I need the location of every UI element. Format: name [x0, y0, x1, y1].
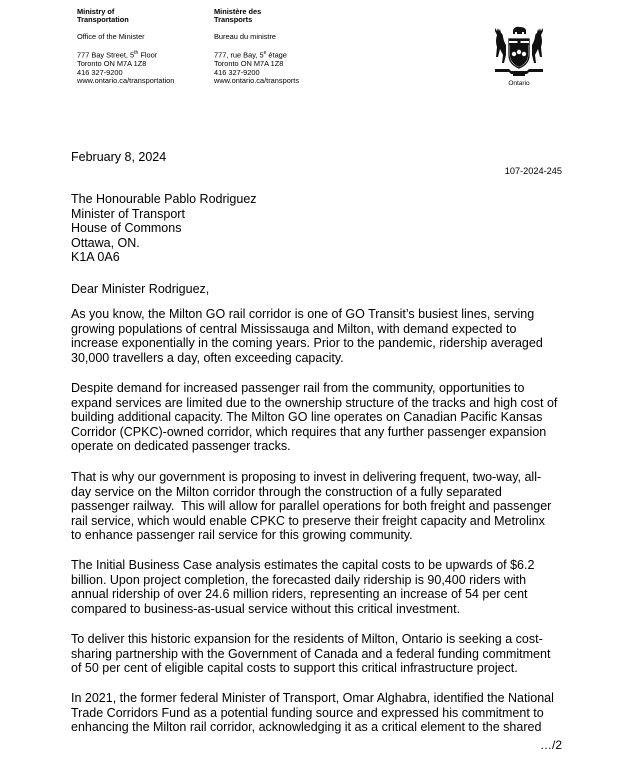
website-link-fr[interactable]: www.ontario.ca/transports — [214, 75, 300, 85]
body-paragraph — [71, 381, 571, 454]
paragraph-line: To deliver this historic expansion for the residents of Milton, Ontario is seeking a cost- — [71, 632, 543, 646]
ontario-crest — [489, 24, 549, 90]
ministry-name-line1-fr: Ministère des — [214, 7, 262, 16]
salutation: Dear Minister Rodriguez, — [71, 282, 210, 296]
office-name: Office of the Minister — [77, 31, 145, 41]
paragraph-line: In 2021, the former federal Minister of Transport, Omar Alghabra, identified the National — [71, 691, 554, 705]
paragraph-line: billion. Upon project completion, the forecasted daily ridership is 90,400 riders with — [71, 572, 527, 587]
paragraph-line: annual ridership of over 24.6 million riders, representing an increase of 54 per cent — [71, 587, 528, 602]
paragraph-line: enhancing the Milton rail corridor, acknowledging it as a critical element to the shared — [71, 720, 542, 735]
body-paragraph — [71, 632, 571, 676]
website-link[interactable]: www.ontario.ca/transportation — [77, 75, 175, 85]
paragraph-line: expand services are limited due to the ownership structure of the tracks and high cost of — [71, 395, 558, 410]
letter-date: February 8, 2024 — [71, 150, 167, 164]
paragraph-line: building additional capacity. The Milton GO line operates on Canadian Pacific Kansas — [71, 410, 543, 425]
recipient-title: Minister of Transport — [71, 206, 185, 221]
address-line1: 777 Bay Street, 5th Floor — [77, 50, 158, 60]
paragraph-line: That is why our government is proposing to invest in delivering frequent, two-way, all- — [71, 470, 542, 484]
paragraph-line: Corridor (CPKC)-owned corridor, which requires that any further passenger expansion — [71, 424, 547, 439]
paragraph-line: As you know, the Milton GO rail corridor is one of GO Transit’s busiest lines, serving — [71, 307, 535, 321]
address-line2-fr: Toronto ON M7A 1Z8 — [214, 59, 284, 69]
body-paragraph — [71, 558, 571, 616]
page-continuation-marker: …/2 — [539, 738, 562, 752]
paragraph-line: Trade Corridors Fund as a potential funding source and expressed his commitment to — [71, 705, 544, 720]
address-line1-fr: 777, rue Bay, 5e étage — [214, 50, 287, 60]
paragraph-line: growing populations of central Mississauga and Milton, with demand expected to — [71, 321, 517, 336]
paragraph-line: of 50 per cent of eligible capital costs to support this critical infrastructure project. — [71, 661, 518, 676]
body-paragraph — [71, 691, 571, 735]
phone: 416 327-9200 — [77, 67, 123, 77]
office-name-fr: Bureau du ministre — [214, 31, 277, 41]
recipient-organization: House of Commons — [71, 221, 182, 236]
body-paragraph — [71, 307, 571, 365]
recipient-name: The Honourable Pablo Rodriguez — [71, 192, 257, 206]
reference-number: 107-2024-245 — [504, 166, 562, 176]
ministry-name-line1: Ministry of — [77, 7, 115, 16]
crest-label: Ontario — [508, 80, 530, 87]
paragraph-line: to enhance passenger rail service for this growing community. — [71, 528, 413, 543]
paragraph-line: increase exponentially in the coming years. Prior to the pandemic, ridership averaged — [71, 336, 543, 351]
paragraph-line: operate on dedicated passenger tracks. — [71, 439, 291, 454]
phone-fr: 416 327-9200 — [214, 67, 260, 77]
paragraph-line: 30,000 travellers a day, often exceeding capacity. — [71, 350, 344, 365]
paragraph-line: day service on the Milton corridor through the construction of a fully separated — [71, 484, 502, 499]
paragraph-line: sharing partnership with the Government of Canada and a federal funding commitment — [71, 646, 551, 661]
recipient-address — [71, 192, 571, 265]
ontario-coat-of-arms-icon — [489, 24, 549, 80]
recipient-city: Ottawa, ON. — [71, 235, 140, 250]
paragraph-line: Despite demand for increased passenger rail from the community, opportunities to — [71, 381, 525, 395]
paragraph-line: passenger railway. This will allow for parallel operations for both freight and passenger — [71, 499, 552, 514]
letterhead-french — [214, 8, 299, 85]
ministry-name-line2: Transportation — [77, 15, 129, 25]
ministry-name-line2-fr: Transports — [214, 15, 253, 25]
address-line2: Toronto ON M7A 1Z8 — [77, 59, 147, 69]
letterhead-english — [77, 8, 174, 85]
paragraph-line: The Initial Business Case analysis estimates the capital costs to be upwards of $6.2 — [71, 558, 535, 572]
paragraph-line: compared to business-as-usual service without this critical investment. — [71, 601, 461, 616]
recipient-postal-code: K1A 0A6 — [71, 250, 120, 265]
body-paragraph — [71, 470, 571, 543]
paragraph-line: rail service, which would enable CPKC to preserve their freight capacity and Metrolinx — [71, 513, 545, 528]
